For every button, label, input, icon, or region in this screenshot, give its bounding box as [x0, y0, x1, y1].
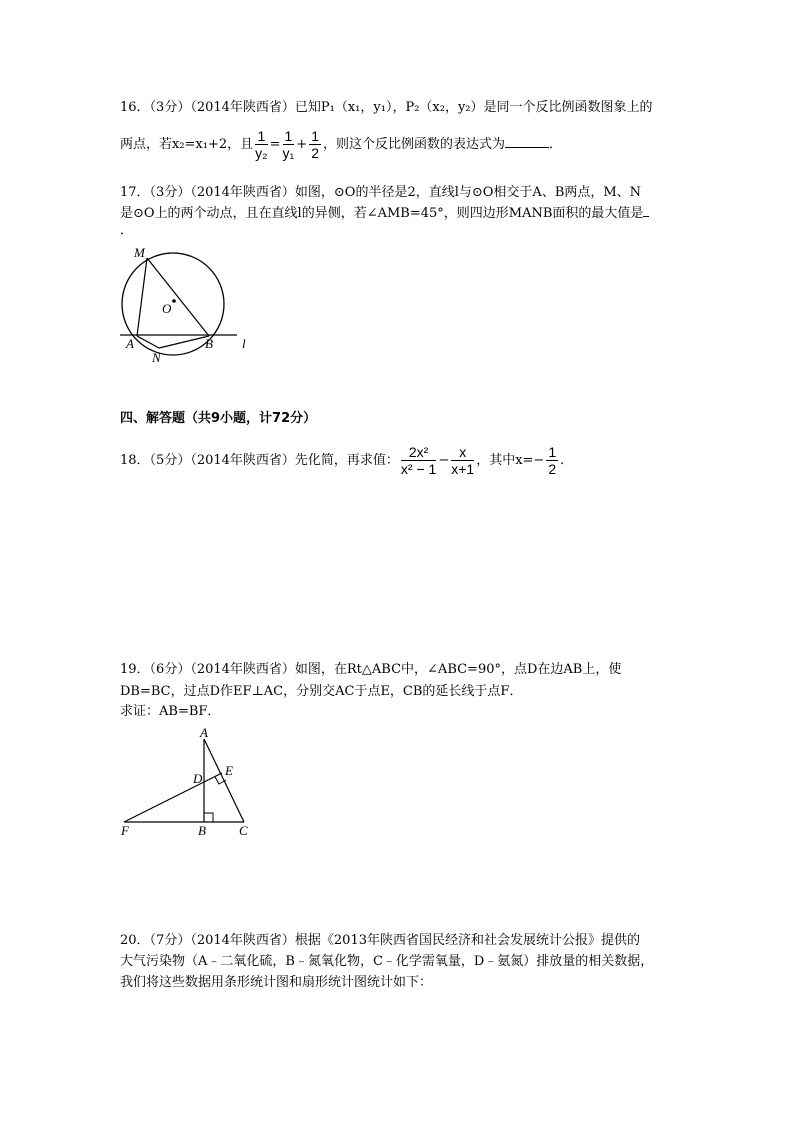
q20-line2: 大气污染物（A﹣二氧化硫，B﹣氮氧化物，C﹣化学需氧量，D﹣氨氮）排放量的相关数据， [120, 954, 654, 969]
q18-end: ． [560, 453, 574, 468]
segment-an [137, 336, 159, 348]
q16-line1: 16．（3分）（2014年陕西省）已知P₁（x₁，y₁），P₂（x₂，y₂）是同一个反比例函数图象上的 [120, 100, 653, 115]
label-c: C [239, 823, 248, 838]
segment-mb [147, 258, 209, 336]
q20-line1: 20．（7分）（2014年陕西省）根据《2013年陕西省国民经济和社会发展统计公报》提供的 [120, 933, 640, 948]
center-dot [172, 299, 176, 303]
q17-line3: ． [120, 223, 134, 238]
label-a: A [200, 725, 208, 740]
q17-circle-figure [112, 238, 262, 368]
q16-answer-blank [505, 135, 549, 148]
q18-minus: − [438, 453, 450, 468]
label-n: N [152, 350, 161, 365]
label-a: A [126, 336, 134, 351]
segment-ma [137, 258, 147, 336]
q16-plus: + [296, 137, 308, 152]
label-o: O [162, 301, 172, 316]
label-d: D [193, 771, 203, 786]
q19-triangle-figure [112, 722, 262, 842]
q16-line2 [120, 128, 562, 161]
q16-end: ． [549, 137, 563, 152]
right-angle-b [204, 813, 213, 822]
label-m: M [134, 245, 145, 260]
q18-fraction-1: $\frac{\text{2x²}}{\text{x² − 1}}$ [400, 444, 437, 477]
segment-fe [124, 773, 222, 822]
q18-text-b: ，其中x=− [476, 453, 545, 468]
label-b: B [198, 823, 206, 838]
label-l: l [242, 336, 246, 351]
q17-line1: 17．（3分）（2014年陕西省）如图，⊙O的半径是2，直线l与⊙O相交于A、B两点，M、N [120, 185, 642, 200]
section-heading: 四、解答题（共9小题，计72分） [120, 411, 317, 426]
label-b: B [205, 336, 213, 351]
q20-line3: 我们将这些数据用条形统计图和扇形统计图统计如下： [120, 975, 433, 990]
q16-text-a: 两点，若x₂=x₁+2，且 [120, 137, 254, 152]
q16-fraction-3: $\frac{1}{2}$ [311, 128, 319, 161]
label-e: E [225, 763, 233, 778]
q16-fraction-2: $\frac{1}{\text{y₁}}$ [282, 128, 295, 161]
q19-line2: DB=BC，过点D作EF⊥AC，分别交AC于点E，CB的延长线于点F． [120, 684, 523, 699]
q18-line [120, 444, 573, 477]
q17-answer-blank [643, 204, 649, 217]
q16-fraction-1: $\frac{1}{\text{y₂}}$ [255, 128, 268, 161]
q18-fraction-2: $\frac{x}{x+1}$ [451, 444, 475, 477]
label-f: F [121, 823, 129, 838]
q19-line1: 19．（6分）（2014年陕西省）如图，在Rt△ABC中，∠ABC=90°，点D在边AB上，使 [120, 662, 622, 677]
segment-ac [204, 739, 244, 822]
q19-line3: 求证：AB=BF． [120, 704, 221, 719]
q16-text-b: ，则这个反比例函数的表达式为 [323, 137, 506, 152]
q18-text-a: 18．（5分）（2014年陕西省）先化简，再求值： [120, 453, 399, 468]
q18-fraction-3: $\frac{1}{2}$ [548, 444, 557, 477]
q16-equals: = [269, 137, 281, 152]
q17-line2: 是⊙O上的两个动点，且在直线l的异侧，若∠AMB=45°，则四边形MANB面积的最大值是 [120, 204, 649, 223]
right-angle-e [215, 777, 226, 784]
